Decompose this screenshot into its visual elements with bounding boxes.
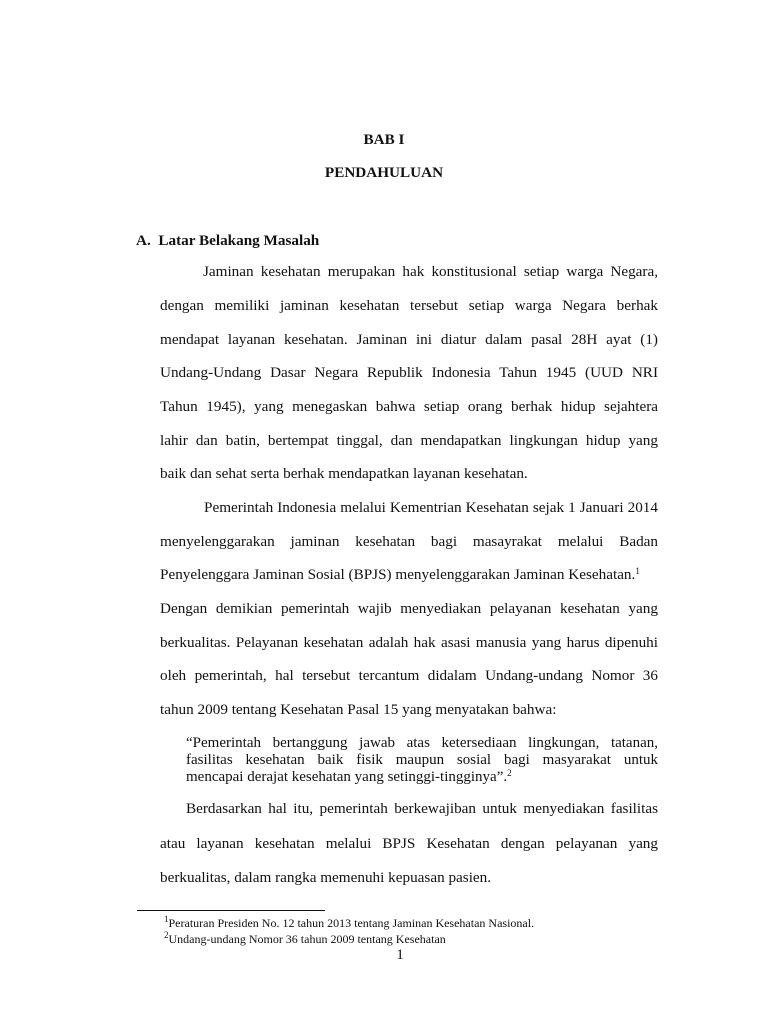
- quote-line: fasilitas kesehatan baik fisik maupun sosial bagi masyarakat untuk: [186, 752, 658, 768]
- paragraph-line: atau layanan kesehatan melalui BPJS Kesehatan dengan pelayanan yang: [160, 835, 658, 852]
- paragraph-line: Tahun 1945), yang menegaskan bahwa setiap orang berhak hidup sejahtera: [160, 398, 658, 415]
- footnote-divider: [137, 910, 325, 911]
- paragraph-line: lahir dan batin, bertempat tinggal, dan mendapatkan lingkungan hidup yang: [160, 432, 658, 449]
- paragraph-line: Undang-Undang Dasar Negara Republik Indonesia Tahun 1945 (UUD NRI: [160, 364, 658, 381]
- paragraph-line: baik dan sehat serta berhak mendapatkan layanan kesehatan.: [160, 465, 528, 482]
- paragraph-line: Berdasarkan hal itu, pemerintah berkewajiban untuk menyediakan fasilitas: [186, 800, 658, 817]
- section-heading: A. Latar Belakang Masalah: [136, 232, 320, 249]
- chapter-title: PENDAHULUAN: [324, 164, 444, 181]
- paragraph-line: dengan memiliki jaminan kesehatan tersebut setiap warga Negara berhak: [160, 297, 658, 314]
- paragraph-line: oleh pemerintah, hal tersebut tercantum didalam Undang-undang Nomor 36: [160, 667, 658, 684]
- paragraph-text: Penyelenggara Jaminan Sosial (BPJS) menyelenggarakan Jaminan Kesehatan.: [160, 566, 636, 583]
- paragraph-line: [160, 566, 658, 584]
- footnote-text: Undang-undang Nomor 36 tahun 2009 tentang Kesehatan: [168, 932, 446, 946]
- quote-text: mencapai derajat kesehatan yang setinggi-tingginya”.: [186, 769, 508, 785]
- quote-line: [186, 769, 658, 786]
- paragraph-line: Dengan demikian pemerintah wajib menyediakan pelayanan kesehatan yang: [160, 600, 658, 617]
- paragraph-line: tahun 2009 tentang Kesehatan Pasal 15 yang menyatakan bahwa:: [160, 701, 557, 718]
- paragraph-line: Pemerintah Indonesia melalui Kementrian Kesehatan sejak 1 Januari 2014: [204, 499, 658, 516]
- paragraph-line: menyelenggarakan jaminan kesehatan bagi masayrakat melalui Badan: [160, 533, 658, 550]
- paragraph-line: Jaminan kesehatan merupakan hak konstitusional setiap warga Negara,: [203, 263, 658, 280]
- paragraph-line: berkualitas, dalam rangka memenuhi kepuasan pasien.: [160, 869, 492, 886]
- quote-line: “Pemerintah bertanggung jawab atas ketersediaan lingkungan, tatanan,: [186, 735, 658, 751]
- footnote-number: 1: [164, 914, 169, 924]
- chapter-number: BAB I: [363, 131, 405, 148]
- footnote: [164, 932, 446, 946]
- footnote-reference[interactable]: 1: [635, 566, 640, 576]
- page-number: 1: [396, 946, 404, 963]
- footnote: [164, 916, 534, 930]
- footnote-number: 2: [164, 930, 169, 940]
- footnote-text: Peraturan Presiden No. 12 tahun 2013 tentang Jaminan Kesehatan Nasional.: [168, 916, 535, 930]
- footnote-reference[interactable]: 2: [507, 768, 512, 778]
- paragraph-line: mendapat layanan kesehatan. Jaminan ini diatur dalam pasal 28H ayat (1): [160, 331, 658, 348]
- paragraph-line: berkualitas. Pelayanan kesehatan adalah hak asasi manusia yang harus dipenuhi: [160, 634, 658, 651]
